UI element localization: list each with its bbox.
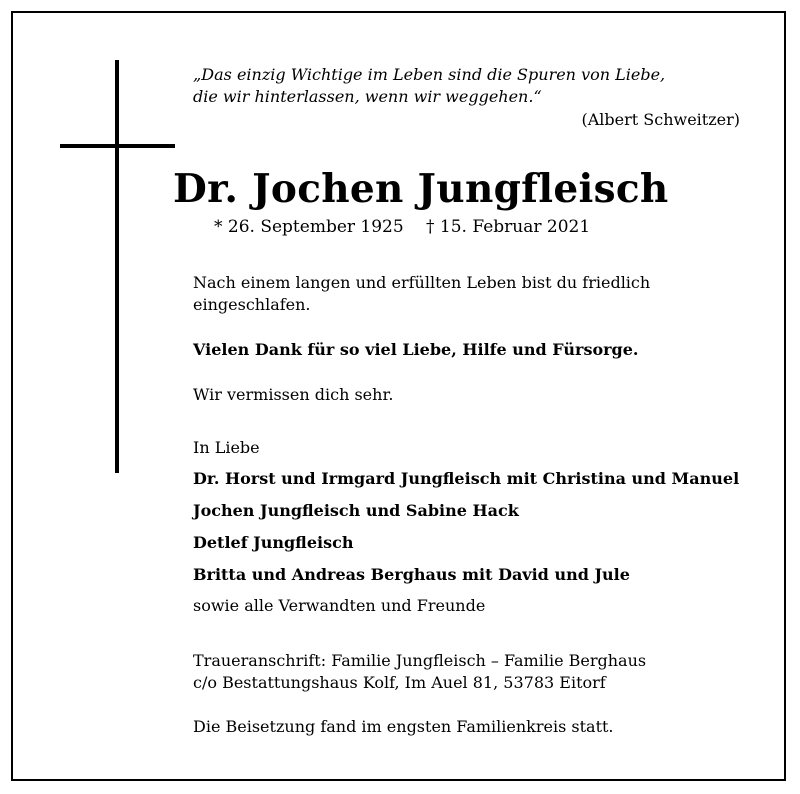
quote-author: (Albert Schweitzer) (581, 110, 740, 129)
cross-icon-bar (60, 144, 175, 148)
death-date: † 15. Februar 2021 (426, 217, 591, 237)
mourner-name: Detlef Jungfleisch (193, 533, 354, 552)
deceased-name: Dr. Jochen Jungfleisch (173, 166, 669, 212)
birth-date: * 26. September 1925 (214, 217, 404, 237)
quote-line-2: die wir hinterlassen, wenn wir weggehen.“ (193, 87, 542, 106)
mourner-name: Britta und Andreas Berghaus mit David und Jule (193, 565, 630, 584)
miss-line: Wir vermissen dich sehr. (193, 385, 394, 404)
message-line-2: eingeschlafen. (193, 295, 311, 314)
cross-icon (115, 60, 119, 473)
mourners-intro: In Liebe (193, 438, 260, 457)
mourner-name: Dr. Horst und Irmgard Jungfleisch mit Christina und Manuel (193, 469, 740, 488)
address-line-2: c/o Bestattungshaus Kolf, Im Auel 81, 53783 Eitorf (193, 673, 606, 692)
mourner-name: Jochen Jungfleisch und Sabine Hack (193, 501, 519, 520)
relatives-line: sowie alle Verwandten und Freunde (193, 596, 486, 615)
quote (193, 64, 665, 108)
quote-line-1: „Das einzig Wichtige im Leben sind die Spuren von Liebe, (193, 65, 666, 84)
address-line-1: Traueranschrift: Familie Jungfleisch – Familie Berghaus (193, 651, 647, 670)
thanks-line: Vielen Dank für so viel Liebe, Hilfe und Fürsorge. (193, 340, 639, 359)
message-line-1: Nach einem langen und erfüllten Leben bist du friedlich (193, 273, 651, 292)
burial-note: Die Beisetzung fand im engsten Familienkreis statt. (193, 717, 614, 736)
